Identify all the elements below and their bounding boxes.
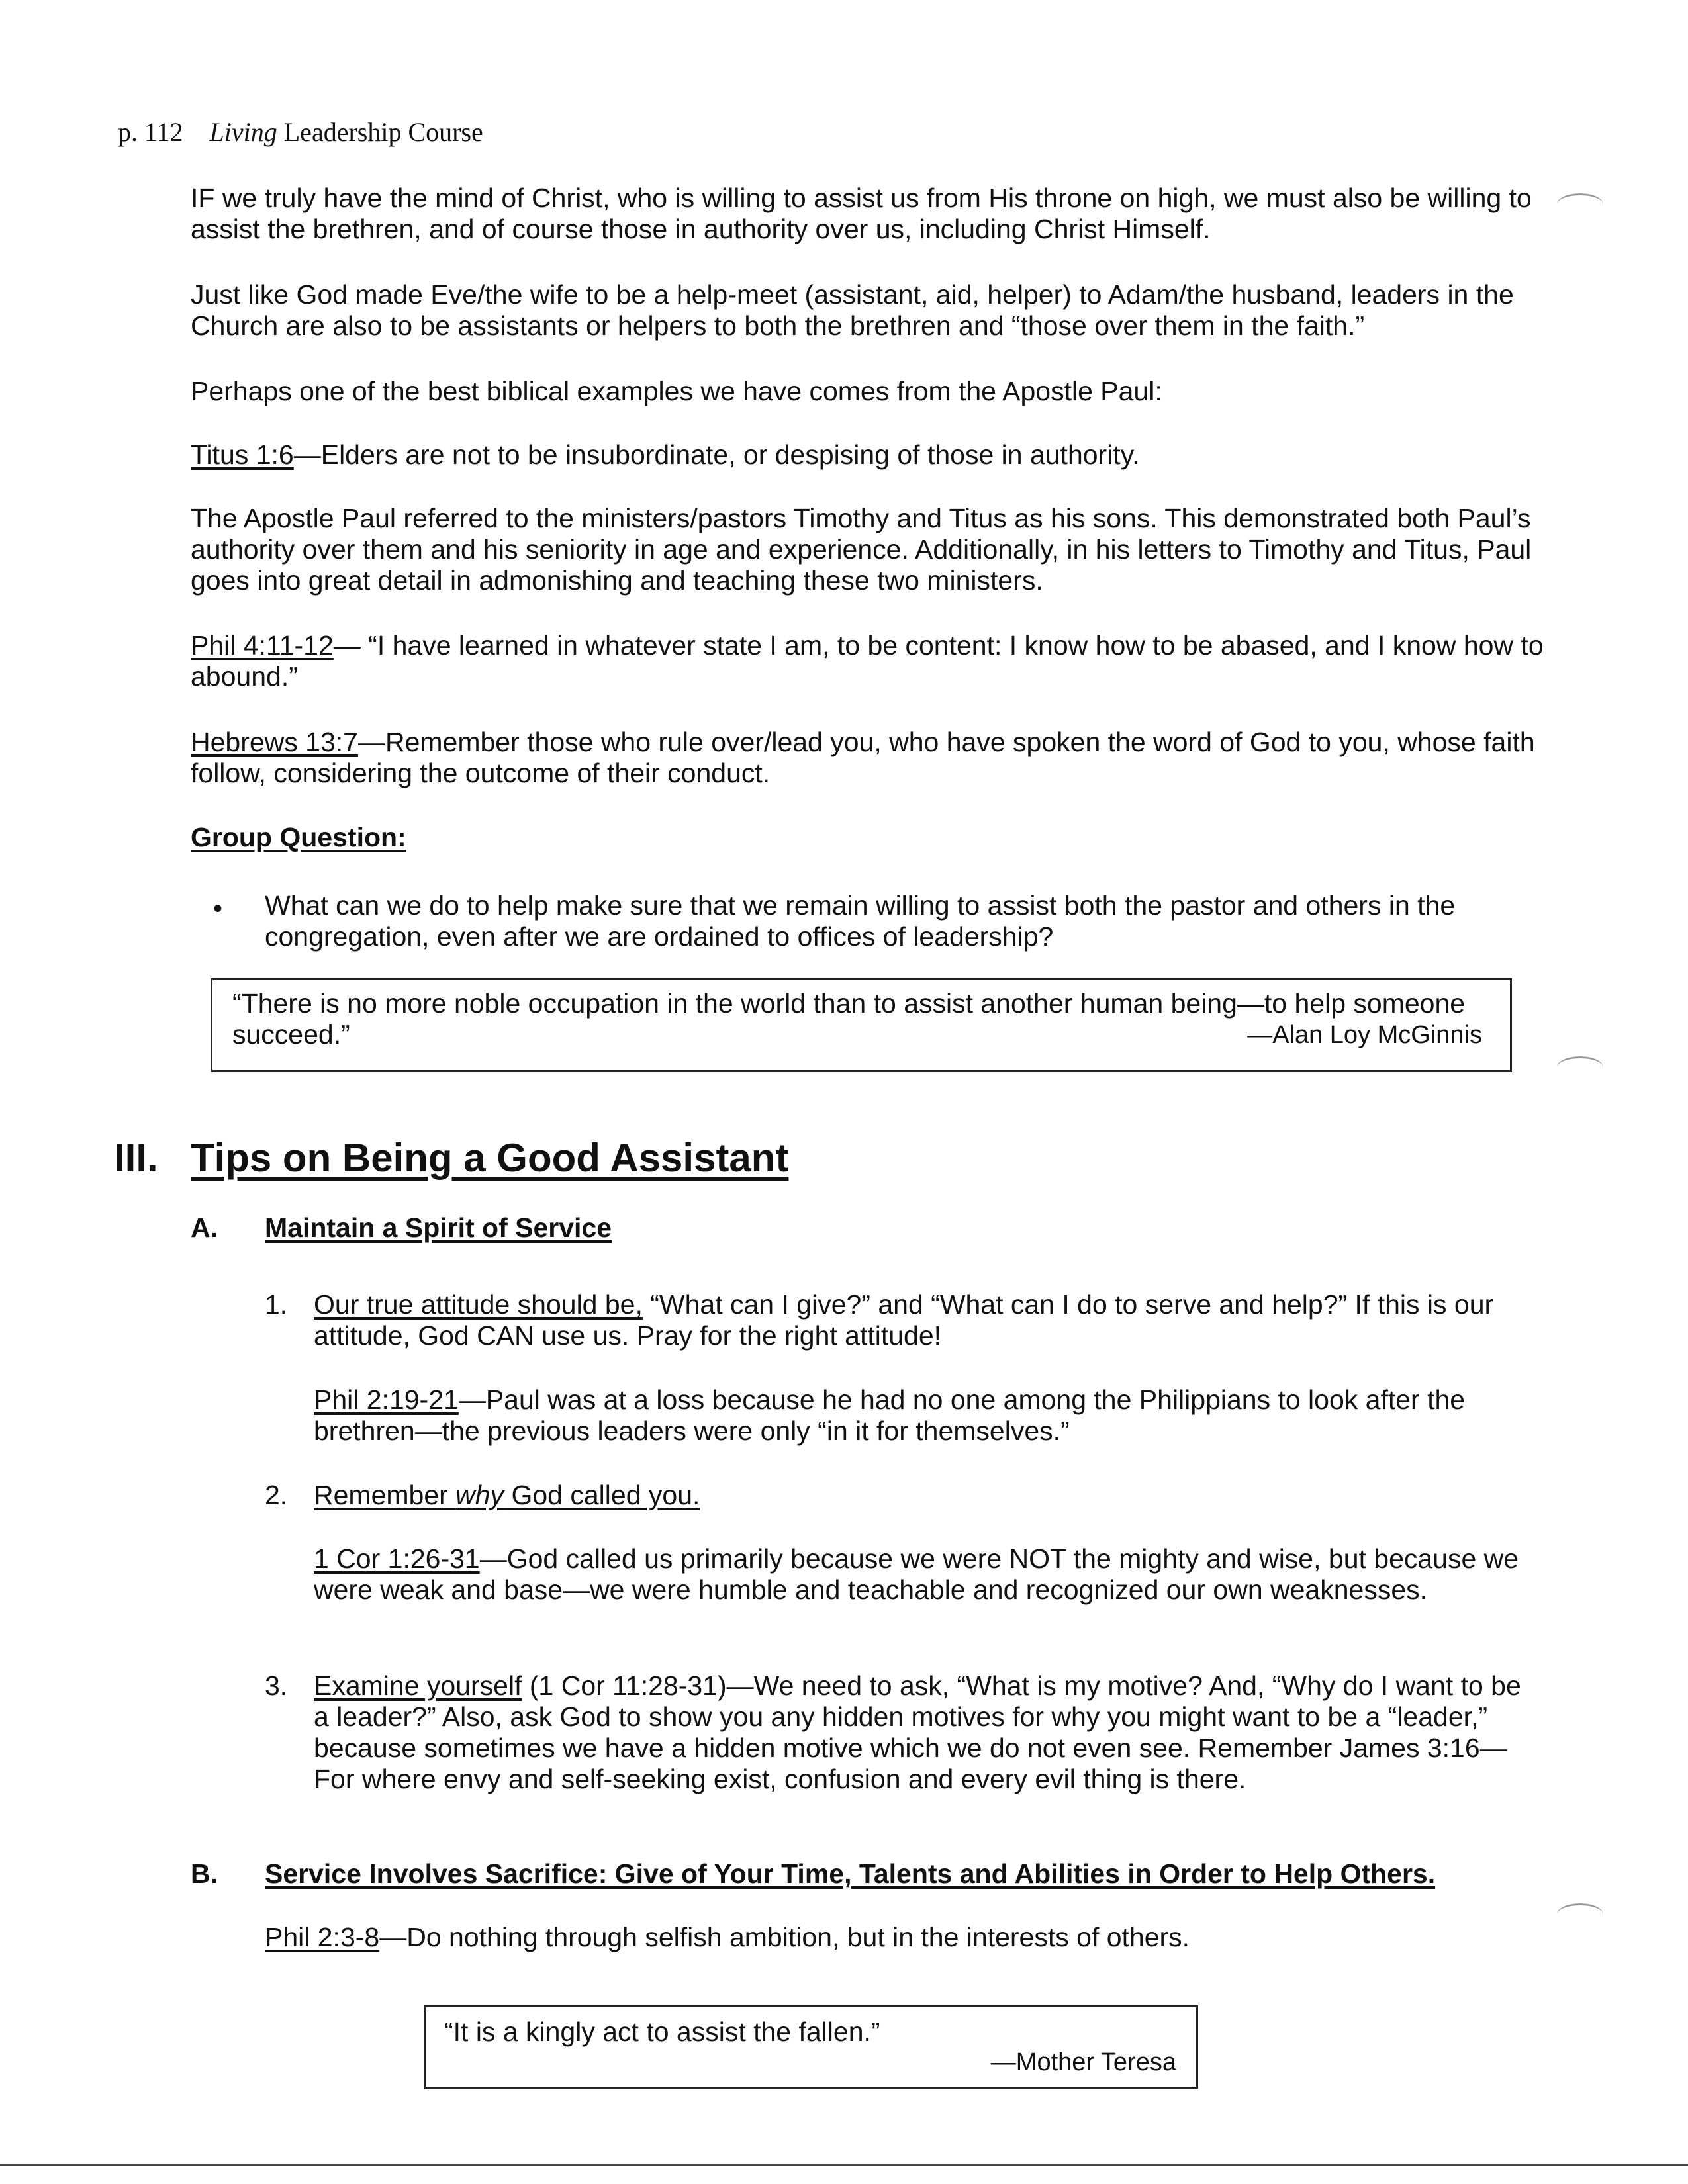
scripture-ref-phil: Phil 4:11-12 bbox=[191, 630, 334, 660]
scripture-ref-titus: Titus 1:6 bbox=[191, 439, 294, 470]
scan-artifact bbox=[1557, 193, 1603, 215]
item-3-lead: Examine yourself bbox=[314, 1670, 522, 1701]
group-question-text: What can we do to help make sure that we remain willing to assist both the pastor and others in the congregation, even after we are ordained to offices of leadership? bbox=[265, 890, 1456, 952]
section-number: III. bbox=[114, 1136, 158, 1180]
scripture-ref-phil-2-19: Phil 2:19-21 bbox=[314, 1385, 459, 1415]
item-3-rest: (1 Cor 11:28-31)—We need to ask, “What is my motive? And, “Why do I want to be a leader?” Also, ask God to show you any hidden motives for why you might want to be a “leader,” because sometimes we have a hidden motive which we do not even see. Remember James 3:16—For where envy and self-seeking exist, confusion and every evil thing is there. bbox=[314, 1670, 1521, 1794]
quote-text: “There is no more noble occupation in the world than to assist another human being—to help someone succeed.” bbox=[232, 988, 1466, 1050]
item-2-scripture-text: —God called us primarily because we were NOT the mighty and wise, but because we were weak and base—we were humble and teachable and recognized our own weaknesses. bbox=[314, 1543, 1519, 1605]
item-2-text: Remember why God called you. bbox=[314, 1480, 700, 1510]
bottom-rule bbox=[0, 2164, 1688, 2166]
subsection-b-title: Service Involves Sacrifice: Give of Your Time, Talents and Abilities in Order to Help Others. bbox=[265, 1858, 1436, 1889]
item-1-text bbox=[314, 1289, 1525, 1351]
item-1-number: 1. bbox=[265, 1289, 288, 1320]
scripture-ref-hebrews: Hebrews 13:7 bbox=[191, 727, 358, 757]
subsection-b-letter: B. bbox=[191, 1858, 218, 1889]
titus-paragraph bbox=[191, 439, 1548, 471]
section-title: Tips on Being a Good Assistant bbox=[191, 1136, 789, 1180]
page-header bbox=[118, 116, 483, 148]
item-1-scripture bbox=[314, 1385, 1525, 1447]
quote-author: —Mother Teresa bbox=[990, 2048, 1176, 2076]
intro-paragraph-2: Just like God made Eve/the wife to be a help-meet (assistant, aid, helper) to Adam/the husband, leaders in the Church are also to be assistants or helpers to both the brethren and “those over them in the faith.” bbox=[191, 279, 1514, 341]
hebrews-paragraph bbox=[191, 727, 1548, 789]
subsection-b-scripture-text: —Do nothing through selfish ambition, but in the interests of others. bbox=[379, 1922, 1190, 1952]
bullet-marker: • bbox=[213, 894, 223, 923]
quote-box-mcginnis bbox=[211, 978, 1512, 1072]
scripture-ref-1-cor-1-26: 1 Cor 1:26-31 bbox=[314, 1543, 480, 1574]
intro-paragraph-1: IF we truly have the mind of Christ, who is willing to assist us from His throne on high, we must also be willing to assist the brethren, and of course those in authority over us, including Christ Himself. bbox=[191, 183, 1532, 244]
item-2-number: 2. bbox=[265, 1480, 288, 1510]
quote-author: —Alan Loy McGinnis bbox=[1247, 1021, 1482, 1049]
item-2-scripture bbox=[314, 1543, 1525, 1606]
item-3-number: 3. bbox=[265, 1670, 288, 1701]
item-1-scripture-text: —Paul was at a loss because he had no one among the Philippians to look after the brethren—the previous leaders were only “in it for themselves.” bbox=[314, 1385, 1466, 1446]
page-number: p. 112 bbox=[118, 117, 183, 147]
subsection-a-letter: A. bbox=[191, 1212, 218, 1243]
scripture-ref-phil-2-3: Phil 2:3-8 bbox=[265, 1922, 380, 1952]
scan-artifact bbox=[1557, 1903, 1603, 1925]
phil-text: — “I have learned in whatever state I am, to be content: I know how to be abased, and I know how to abound.” bbox=[191, 630, 1544, 692]
quote-text: “It is a kingly act to assist the fallen.” bbox=[444, 2017, 880, 2047]
course-title-italic: Living bbox=[209, 117, 277, 147]
intro-paragraph-5: The Apostle Paul referred to the ministers/pastors Timothy and Titus as his sons. This demonstrated both Paul’s authority over them and his seniority in age and experience. Additionally, in his letters to Timothy and Titus, Paul goes into great detail in admonishing and teaching these two ministers. bbox=[191, 503, 1532, 596]
scan-artifact bbox=[1557, 1056, 1603, 1078]
item-1-lead: Our true attitude should be, bbox=[314, 1289, 643, 1320]
intro-paragraph-3: Perhaps one of the best biblical examples we have comes from the Apostle Paul: bbox=[191, 376, 1162, 406]
item-1-rest: “What can I give?” and “What can I do to serve and help?” If this is our attitude, God CAN use us. Pray for the right attitude! bbox=[314, 1289, 1494, 1351]
group-question-label: Group Question: bbox=[191, 822, 406, 852]
titus-text: —Elders are not to be insubordinate, or despising of those in authority. bbox=[293, 439, 1140, 470]
subsection-b-scripture bbox=[265, 1922, 1523, 1953]
hebrews-text: —Remember those who rule over/lead you, who have spoken the word of God to you, whose faith follow, considering the outcome of their conduct. bbox=[191, 727, 1535, 788]
phil-paragraph bbox=[191, 630, 1548, 692]
item-3-text bbox=[314, 1670, 1525, 1795]
quote-box-teresa bbox=[424, 2005, 1198, 2089]
course-title: Leadership Course bbox=[283, 117, 483, 147]
subsection-a-title: Maintain a Spirit of Service bbox=[265, 1212, 612, 1243]
